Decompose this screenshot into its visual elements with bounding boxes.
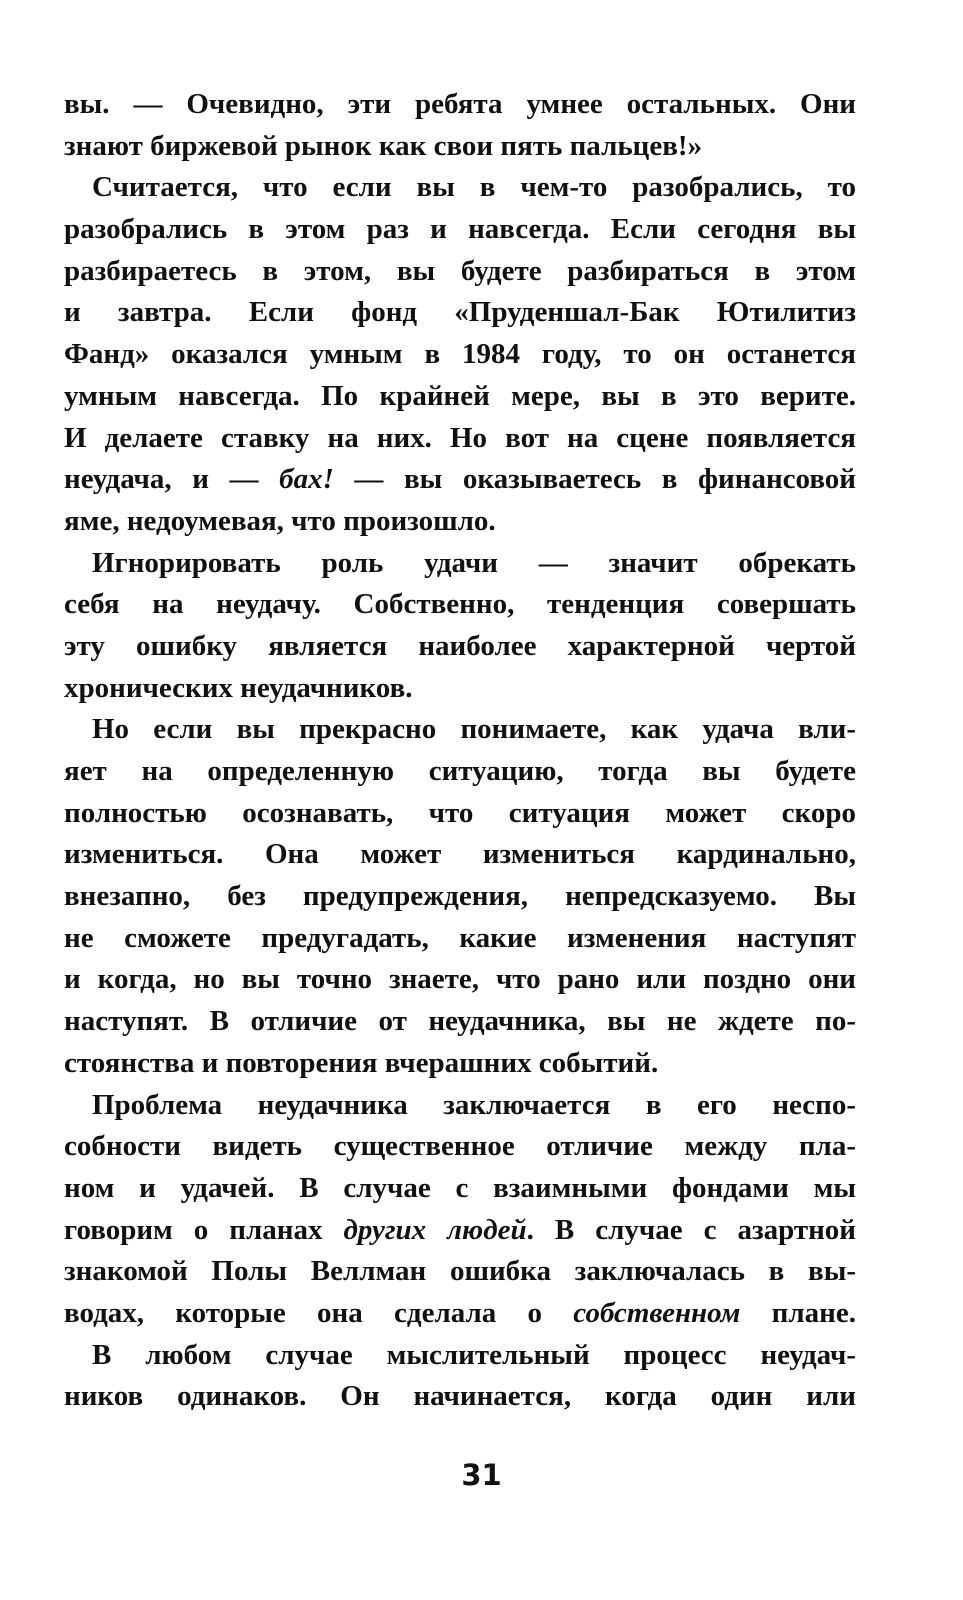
- text-segment: Проблема неудачника заключается в его неспо-: [92, 1088, 856, 1121]
- text-line: [64, 1376, 856, 1418]
- italic-text: других людей: [343, 1213, 527, 1246]
- text-line: [64, 709, 856, 751]
- text-segment: и завтра. Если фонд «Пруденшал-Бак Ютилитиз: [64, 296, 856, 329]
- text-line: [64, 418, 856, 460]
- text-segment: водах, которые она сделала о: [64, 1296, 574, 1329]
- text-segment: говорим о планах: [64, 1213, 344, 1246]
- text-segment: — вы оказываетесь в финансовой: [333, 463, 856, 496]
- text-line: [64, 1210, 856, 1252]
- text-line: [64, 334, 856, 376]
- text-line: [64, 1085, 856, 1127]
- text-line: [64, 834, 856, 876]
- text-segment: Игнорировать роль удачи — значит обрекать: [92, 546, 856, 579]
- text-segment: себя на неудачу. Собственно, тенденция совершать: [64, 588, 856, 621]
- text-segment: знакомой Полы Веллман ошибка заключалась в вы-: [64, 1255, 856, 1288]
- text-line: [64, 1001, 856, 1043]
- text-segment: измениться. Она может измениться кардинально,: [64, 838, 856, 871]
- text-line: [64, 751, 856, 793]
- text-segment: знают биржевой рынок как свои пять пальцев!»: [64, 129, 703, 162]
- text-line: [64, 1043, 856, 1085]
- text-line: [64, 459, 856, 501]
- page-number: 31: [461, 1458, 502, 1492]
- italic-text: собственном: [573, 1296, 741, 1329]
- text-line: [64, 876, 856, 918]
- text-segment: В любом случае мыслительный процесс неудач-: [92, 1338, 856, 1371]
- text-line: [64, 501, 856, 543]
- text-line: [64, 292, 856, 334]
- text-line: [64, 626, 856, 668]
- text-line: [64, 1126, 856, 1168]
- italic-text: бах!: [279, 463, 334, 496]
- text-segment: хронических неудачников.: [64, 671, 413, 704]
- text-segment: И делаете ставку на них. Но вот на сцене появляется: [64, 421, 856, 454]
- text-segment: Считается, что если вы в чем-то разобрались, то: [92, 171, 856, 204]
- text-segment: Фанд» оказался умным в 1984 году, то он останется: [64, 338, 856, 371]
- text-line: [64, 1251, 856, 1293]
- text-segment: внезапно, без предупреждения, непредсказуемо. Вы: [64, 880, 856, 913]
- text-segment: . В случае с азартной: [526, 1213, 857, 1246]
- text-segment: яет на определенную ситуацию, тогда вы будете: [64, 755, 856, 787]
- text-segment: собности видеть существенное отличие между пла-: [64, 1130, 856, 1163]
- text-segment: плане.: [740, 1296, 856, 1329]
- text-segment: умным навсегда. По крайней мере, вы в это верите.: [64, 379, 856, 412]
- text-line: [64, 1168, 856, 1210]
- text-line: [64, 543, 856, 585]
- text-line: [64, 251, 856, 293]
- text-segment: яме, недоумевая, что произошло.: [64, 504, 496, 537]
- text-line: [64, 209, 856, 251]
- text-segment: неудача, и —: [64, 463, 280, 496]
- text-line: [64, 84, 856, 126]
- text-line: [64, 584, 856, 626]
- text-segment: разобрались в этом раз и навсегда. Если сегодня вы: [64, 213, 856, 246]
- text-segment: наступят. В отличие от неудачника, вы не ждете по-: [64, 1005, 856, 1038]
- text-segment: разбираетесь в этом, вы будете разбираться в этом: [64, 254, 856, 287]
- text-segment: ников одинаков. Он начинается, когда один или: [64, 1380, 856, 1413]
- text-line: [64, 918, 856, 960]
- text-segment: полностью осознавать, что ситуация может скоро: [64, 796, 856, 829]
- text-line: [64, 1293, 856, 1335]
- text-segment: и когда, но вы точно знаете, что рано или поздно они: [64, 963, 856, 996]
- text-segment: не сможете предугадать, какие изменения наступят: [64, 921, 856, 954]
- page-body-text: [64, 84, 856, 1418]
- text-segment: стоянства и повторения вчерашних событий.: [64, 1046, 659, 1079]
- text-segment: эту ошибку является наиболее характерной чертой: [64, 629, 856, 662]
- text-line: [64, 1335, 856, 1377]
- text-line: [64, 959, 856, 1001]
- text-line: [64, 793, 856, 835]
- text-segment: Но если вы прекрасно понимаете, как удача вли-: [92, 713, 856, 746]
- text-line: [64, 167, 856, 209]
- text-line: [64, 376, 856, 418]
- text-line: [64, 668, 856, 710]
- text-line: [64, 126, 856, 168]
- text-segment: вы. — Очевидно, эти ребята умнее остальных. Они: [64, 88, 856, 120]
- text-segment: ном и удачей. В случае с взаимными фондами мы: [64, 1171, 856, 1204]
